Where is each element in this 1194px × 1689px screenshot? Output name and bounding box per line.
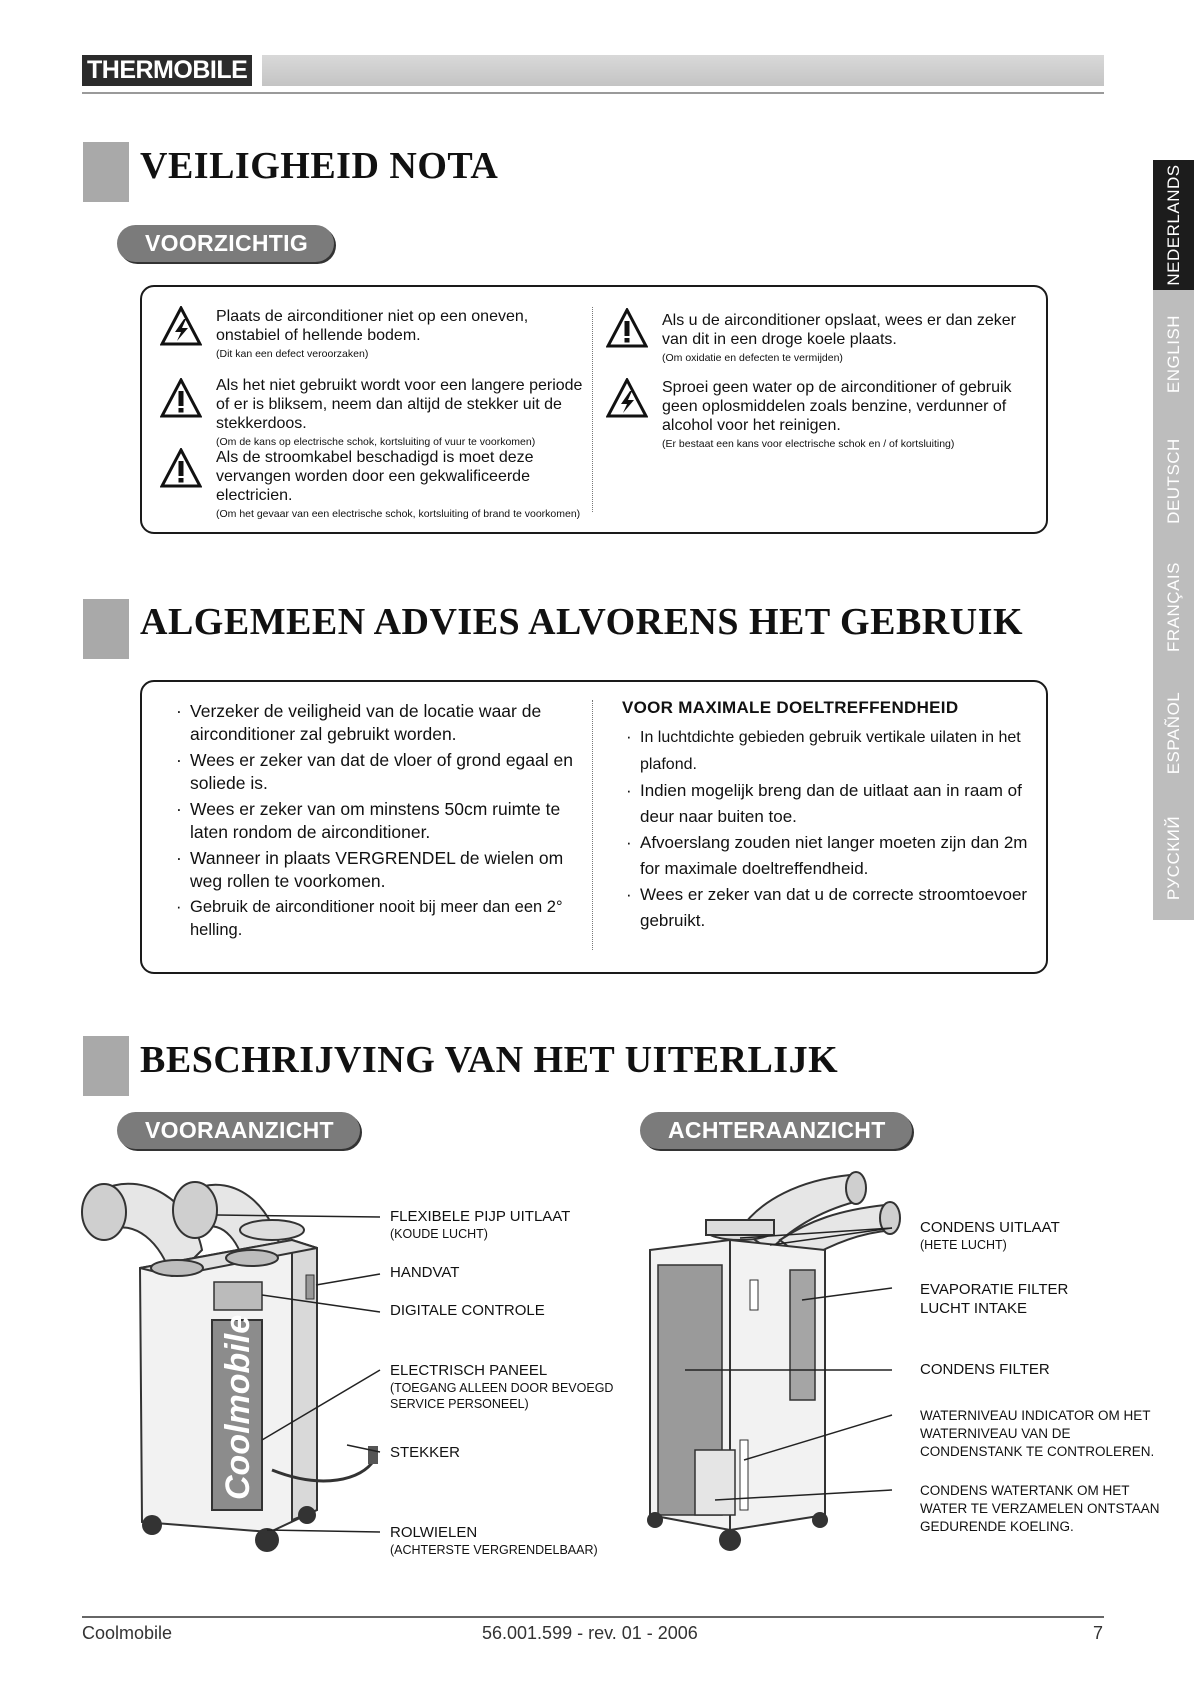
list-item: · In luchtdichte gebieden gebruik vertikale uilaten in het plafond. bbox=[626, 727, 1021, 773]
header-bar bbox=[262, 55, 1104, 86]
header-rule bbox=[82, 92, 1104, 94]
column-divider bbox=[592, 307, 593, 512]
list-item: · Wanneer in plaats VERGRENDEL de wielen om weg rollen te voorkomen. bbox=[176, 848, 564, 891]
section-marker bbox=[83, 142, 129, 202]
front-part-label: DIGITALE CONTROLE bbox=[390, 1302, 545, 1319]
section-marker bbox=[83, 1036, 129, 1096]
list-item: · Gebruik de airconditioner nooit bij meer dan een 2° helling. bbox=[176, 898, 563, 939]
advice-list-right bbox=[626, 724, 1036, 934]
front-part-label: ELECTRISCH PANEEL (TOEGANG ALLEEN DOOR BEVOEGD SERVICE PERSONEEL) bbox=[390, 1362, 614, 1411]
warning-item: Als u de airconditioner opslaat, wees er dan zeker van dit in een droge koele plaats. (Om oxidatie en defecten te vermijden) bbox=[662, 312, 1016, 364]
tab-russian[interactable]: РУССКИЙ bbox=[1163, 815, 1183, 901]
brand-logo: THERMOBILE bbox=[82, 55, 252, 86]
warning-icon-electric bbox=[160, 306, 202, 351]
section-title-appearance: BESCHRIJVING VAN HET UITERLIJK bbox=[140, 1039, 839, 1081]
front-part-label: HANDVAT bbox=[390, 1264, 460, 1281]
list-item: · Wees er zeker van dat de vloer of grond egaal en soliede is. bbox=[176, 750, 573, 793]
list-item: · Afvoerslang zouden niet langer moeten zijn dan 2m for maximale doeltreffendheid. bbox=[626, 833, 1028, 878]
rear-unit-illustration bbox=[640, 1170, 920, 1570]
electric-warning-icon bbox=[606, 378, 648, 423]
tab-english[interactable]: ENGLISH bbox=[1163, 314, 1183, 394]
advice-list-left bbox=[176, 700, 586, 945]
warning-item: Sproei geen water op de airconditioner of gebruik geen oplosmiddelen zoals benzine, verdunner of alcohol voor het reinigen. (Er bestaat een kans voor electrische schok en / of kortsluiting) bbox=[662, 379, 1012, 450]
footer-product: Coolmobile bbox=[82, 1623, 173, 1643]
exclamation-warning-icon bbox=[606, 308, 648, 353]
section-title-advice: ALGEMEEN ADVIES ALVORENS HET GEBRUIK bbox=[140, 601, 1024, 643]
language-tabs bbox=[1153, 160, 1194, 920]
list-item: · Verzeker de veiligheid van de locatie waar de airconditioner zal gebruikt worden. bbox=[176, 701, 542, 744]
section-marker bbox=[83, 599, 129, 659]
rear-part-label: CONDENS UITLAAT (HETE LUCHT) bbox=[920, 1219, 1060, 1252]
rear-part-label: EVAPORATIE FILTER LUCHT INTAKE bbox=[920, 1281, 1069, 1317]
column-divider bbox=[592, 700, 593, 950]
footer-rule bbox=[82, 1616, 1104, 1618]
caution-label: VOORZICHTIG bbox=[117, 225, 334, 262]
section-title-safety: VEILIGHEID NOTA bbox=[140, 145, 499, 187]
tab-deutsch[interactable]: DEUTSCH bbox=[1163, 438, 1183, 524]
tab-francais[interactable]: FRANÇAIS bbox=[1163, 562, 1183, 652]
exclamation-warning-icon bbox=[160, 378, 202, 423]
page-number: 7 bbox=[1093, 1623, 1104, 1643]
front-part-label: FLEXIBELE PIJP UITLAAT (KOUDE LUCHT) bbox=[390, 1208, 571, 1241]
list-item: · Wees er zeker van om minstens 50cm ruimte te laten rondom de airconditioner. bbox=[176, 799, 561, 842]
front-part-label: STEKKER bbox=[390, 1444, 461, 1461]
advice-right-heading: VOOR MAXIMALE DOELTREFFENDHEID bbox=[622, 698, 959, 717]
exclamation-warning-icon bbox=[160, 448, 202, 493]
rear-part-label: CONDENS FILTER bbox=[920, 1361, 1050, 1378]
footer-doc-ref: 56.001.599 - rev. 01 - 2006 bbox=[482, 1623, 698, 1643]
rear-part-label: WATERNIVEAU INDICATOR OM HET WATERNIVEAU VAN DE CONDENSTANK TE CONTROLEREN. bbox=[920, 1408, 1155, 1459]
list-item: · Wees er zeker van dat u de correcte stroomtoevoer gebruikt. bbox=[626, 885, 1028, 930]
warning-item: Als de stroomkabel beschadigd is moet deze vervangen worden door een gekwalificeerde electricien. (Om het gevaar van een electrische schok, kortsluiting of brand te voorkomen) bbox=[216, 449, 581, 520]
rear-view-label: ACHTERAANZICHT bbox=[640, 1112, 912, 1149]
front-part-label: ROLWIELEN (ACHTERSTE VERGRENDELBAAR) bbox=[390, 1524, 598, 1557]
tab-espanol[interactable]: ESPAÑOL bbox=[1163, 691, 1183, 775]
list-item: · Indien mogelijk breng dan de uitlaat aan in raam of deur naar buiten toe. bbox=[626, 781, 1022, 826]
unit-logo-text: Coolmobile bbox=[219, 1314, 257, 1500]
rear-part-label: CONDENS WATERTANK OM HET WATER TE VERZAMELEN ONTSTAAN GEDURENDE KOELING. bbox=[920, 1483, 1160, 1534]
tab-nederlands[interactable]: NEDERLANDS bbox=[1153, 160, 1194, 290]
warning-item: Als het niet gebruikt wordt voor een langere periode of er is bliksem, neem dan altijd de stekker uit de stekkerdoos. (Om de kans op electrische schok, kortsluiting of vuur te voorkomen) bbox=[216, 377, 583, 448]
front-view-label: VOORAANZICHT bbox=[117, 1112, 360, 1149]
warning-item: Plaats de airconditioner niet op een oneven, onstabiel of hellende bodem. (Dit kan een defect veroorzaken) bbox=[216, 308, 529, 360]
